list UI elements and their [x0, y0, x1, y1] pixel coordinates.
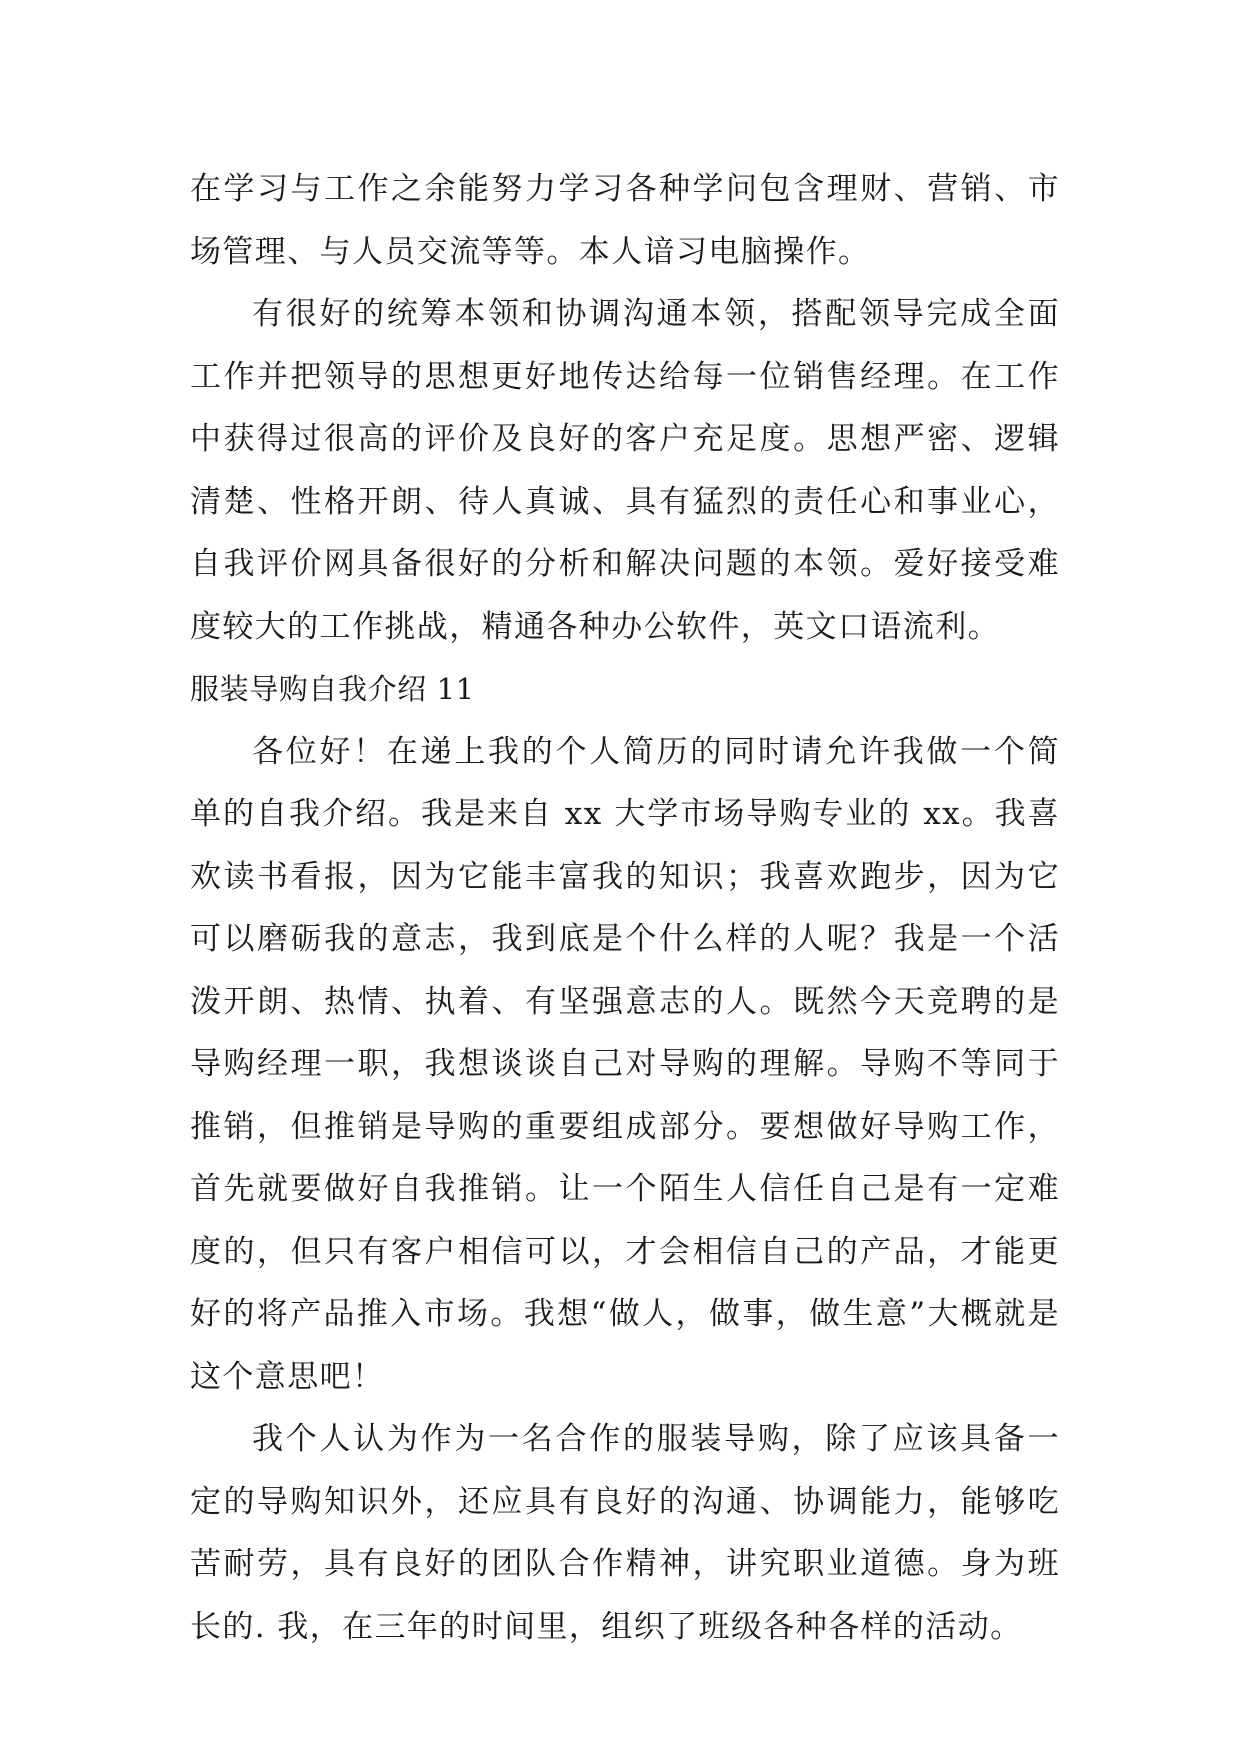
document-body	[190, 158, 1060, 1658]
paragraph-introduction: 各位好！在递上我的个人简历的同时请允许我做一个简单的自我介绍。我是来自 xx 大学市场导购专业的 xx。我喜欢读书看报，因为它能丰富我的知识；我喜欢跑步，因为它可以磨砺我的意志，我到底是个什么样的人呢？我是一个活泼开朗、热情、执着、有坚强意志的人。既然今天竞聘的是导购经理一职，我想谈谈自己对导购的理解。导购不等同于推销，但推销是导购的重要组成部分。要想做好导购工作，首先就要做好自我推销。让一个陌生人信任自己是有一定难度的，但只有客户相信可以，才会相信自己的产品，才能更好的将产品推入市场。我想“做人，做事，做生意”大概就是这个意思吧！	[190, 733, 1060, 1395]
section-heading: 服装导购自我介绍 11	[190, 672, 475, 706]
paragraph-self-evaluation: 有很好的统筹本领和协调沟通本领，搭配领导完成全面工作并把领导的思想更好地传达给每一位销售经理。在工作中获得过很高的评价及良好的客户充足度。思想严密、逻辑清楚、性格开朗、待人真诚、具有猛烈的责任心和事业心，自我评价网具备很好的分析和解决问题的本领。爱好接受难度较大的工作挑战，精通各种办公软件，英文口语流利。	[190, 296, 1060, 645]
paragraph-skills-continuation: 在学习与工作之余能努力学习各种学问包含理财、营销、市场管理、与人员交流等等。本人谙习电脑操作。	[190, 171, 1060, 270]
paragraph-shopping-guide-view: 我个人认为作为一名合作的服装导购，除了应该具备一定的导购知识外，还应具有良好的沟通、协调能力，能够吃苦耐劳，具有良好的团队合作精神，讲究职业道德。身为班长的. 我，在三年的时间里，组织了班级各种各样的活动。	[190, 1421, 1060, 1645]
